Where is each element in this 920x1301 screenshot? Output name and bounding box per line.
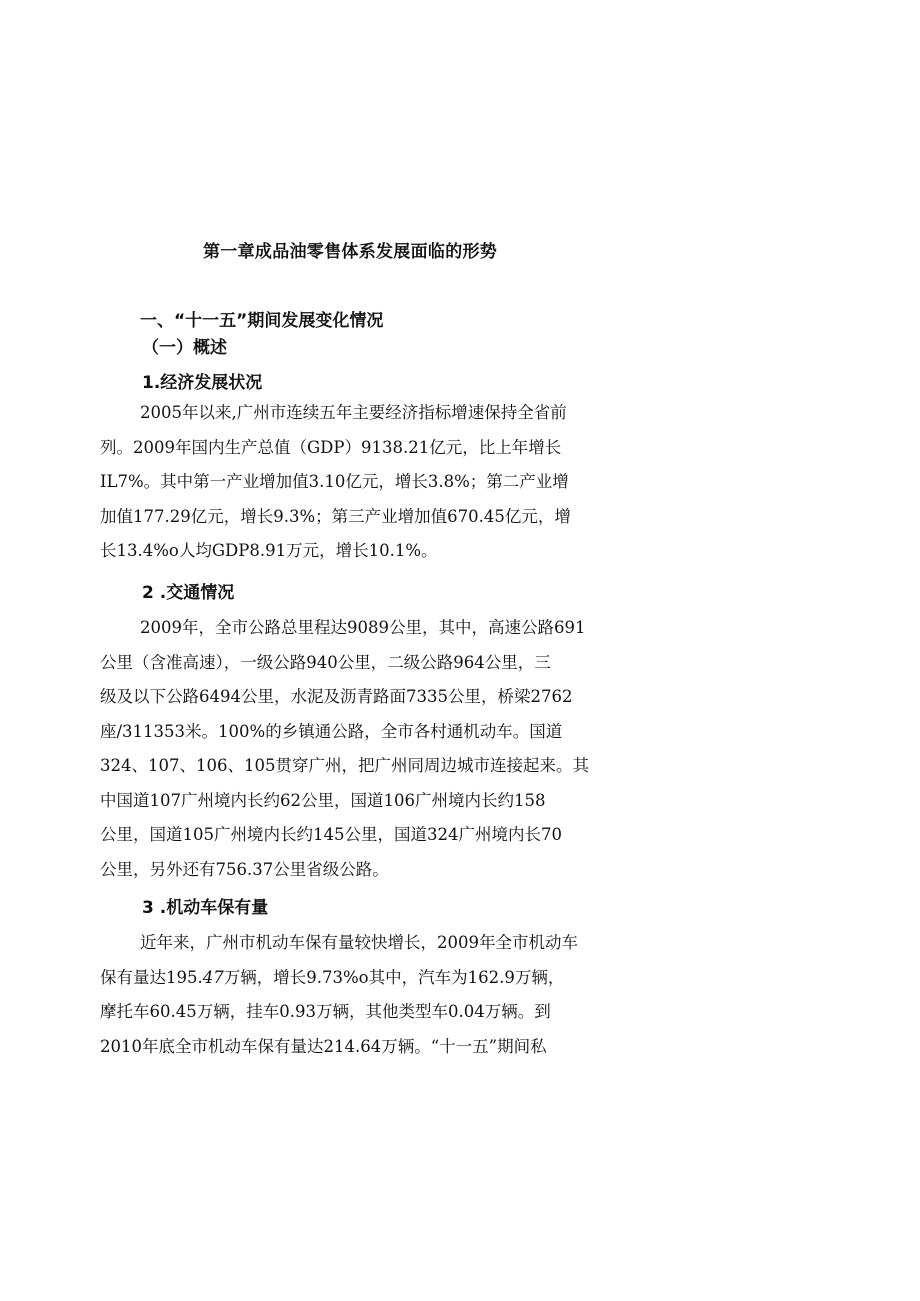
paragraph-vehicles: [100, 926, 630, 1064]
paragraph-line: 级及以下公路6494公里，水泥及沥青路面7335公里，桥梁2762: [100, 687, 573, 706]
paragraph-line: 列。2009年国内生产总值（GDP）9138.21亿元，比上年增长: [100, 437, 562, 457]
heading-vehicles: 3 .机动车保有量: [142, 898, 269, 918]
paragraph-line: 公里（含准高速），一级公路940公里，二级公路964公里，三: [100, 652, 551, 672]
text-run: 保有量达195.: [100, 967, 203, 987]
paragraph-line: [100, 961, 630, 996]
paragraph-line: 长13.4%o人均GDP8.91万元，增长10.1%。: [100, 541, 438, 560]
paragraph-line: 2009年，全市公路总里程达9089公里，其中，高速公路691: [140, 618, 586, 637]
paragraph-line: 2010年底全市机动车保有量达214.64万辆。“十一五”期间私: [100, 1036, 547, 1056]
paragraph-line: 公里，国道105广州境内长约145公里，国道324广州境内长70: [100, 825, 562, 844]
paragraph-line: 324、107、106、105贯穿广州，把广州同周边城市连接起来。其: [100, 756, 589, 775]
chapter-title: 第一章成品油零售体系发展面临的形势: [203, 242, 498, 262]
paragraph-line: 2005年以来,广州市连续五年主要经济指标增速保持全省前: [140, 403, 567, 422]
paragraph-line: 公里，另外还有756.37公里省级公路。: [100, 859, 389, 879]
paragraph-line: 加值177.29亿元，增长9.3%；第三产业增加值670.45亿元，增: [100, 506, 571, 526]
paragraph-economy: [100, 396, 630, 569]
text-run: 万辆，增长9.73%o其中，汽车为162.9万辆，: [223, 967, 565, 987]
section-heading: 一、“十一五”期间发展变化情况: [140, 311, 384, 331]
paragraph-line: 摩托车60.45万辆，挂车0.93万辆，其他类型车0.04万辆。到: [100, 1002, 551, 1021]
heading-economy: 1.经济发展状况: [142, 373, 263, 393]
paragraph-transport: [100, 611, 630, 887]
paragraph-line: IL7%。其中第一产业增加值3.10亿元，增长3.8%；第二产业增: [100, 472, 569, 491]
paragraph-line: 近年来，广州市机动车保有量较快增长，2009年全市机动车: [140, 933, 578, 952]
paragraph-line: 座/311353米。100%的乡镇通公路，全市各村通机动车。国道: [100, 721, 563, 741]
italic-text-run: 47: [202, 967, 224, 987]
subsection-heading: （一）概述: [142, 338, 227, 358]
paragraph-line: 中国道107广州境内长约62公里，国道106广州境内长约158: [100, 790, 546, 810]
heading-transport: 2 .交通情况: [142, 583, 235, 603]
